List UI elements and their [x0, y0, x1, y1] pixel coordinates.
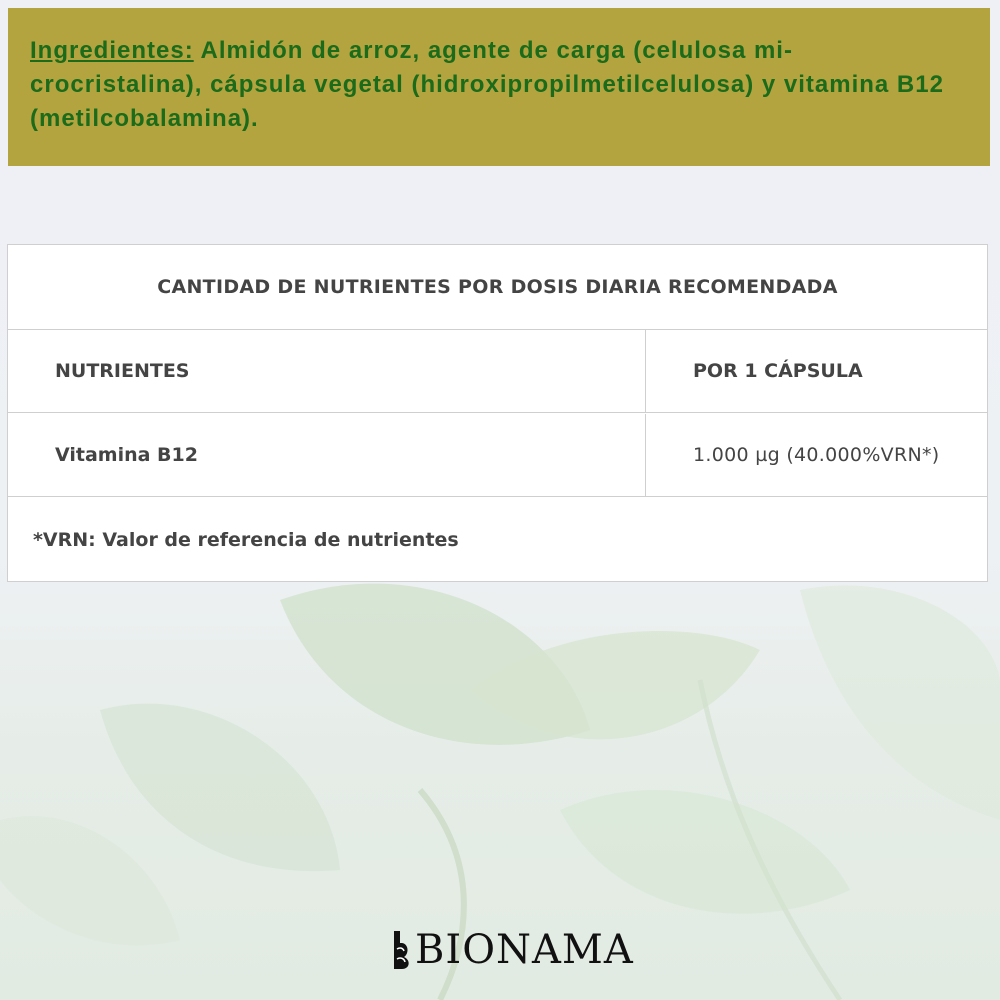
footnote: *VRN: Valor de referencia de nutrientes [33, 528, 459, 551]
header-per-capsule: POR 1 CÁPSULA [646, 330, 987, 413]
nutrient-name-cell: Vitamina B12 [8, 414, 646, 497]
nutrient-amount-cell: 1.000 µg (40.000%VRN*) [646, 414, 987, 497]
nutrition-table [7, 244, 988, 582]
ingredients-paragraph [30, 34, 960, 136]
ingredients-list: Almidón de arroz, agente de carga (celulosa mi-crocristalina), cápsula vegetal (hidroxipropilmetilcelulosa) y vitamina B12 (metilcobalamina). [30, 37, 944, 132]
ingredients-panel [8, 8, 990, 166]
table-title: CANTIDAD DE NUTRIENTES POR DOSIS DIARIA RECOMENDADA [8, 245, 987, 330]
brand-logo [390, 925, 634, 975]
ingredients-label: Ingredientes: [30, 37, 194, 64]
leaf-b-icon [390, 929, 412, 971]
brand-name: BIONAMA [415, 927, 634, 973]
header-nutrients: NUTRIENTES [8, 330, 646, 413]
